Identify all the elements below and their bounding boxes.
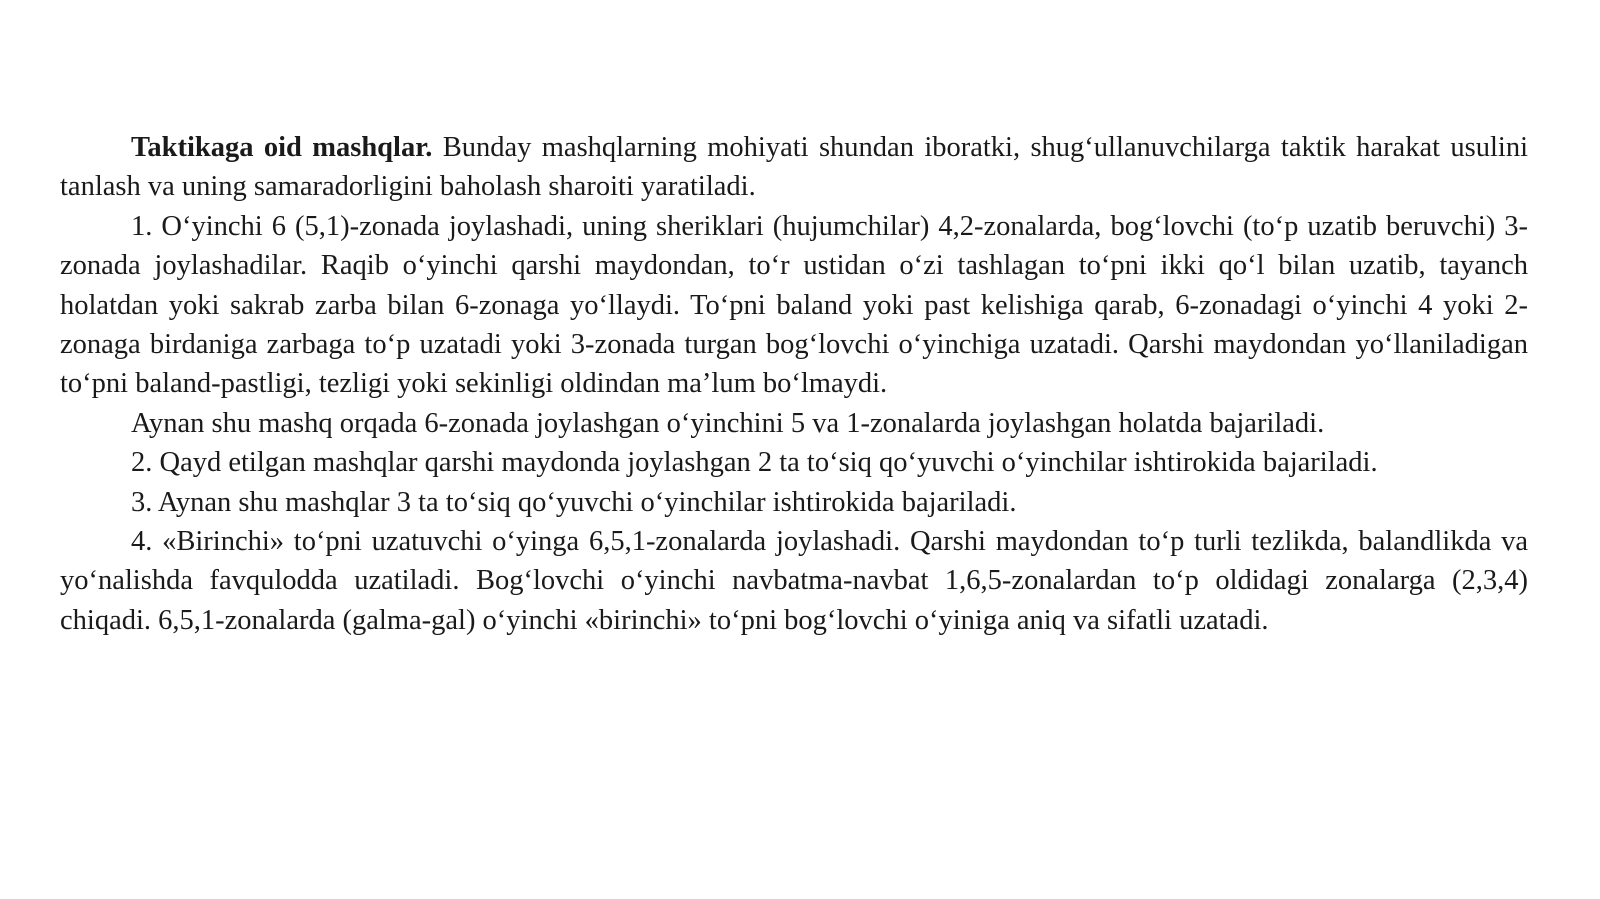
paragraph-exercise-3: 3. Aynan shu mashqlar 3 ta to‘siq qo‘yuvchi o‘yinchilar ishtirokida bajariladi. — [131, 486, 1017, 518]
document-body — [60, 128, 1528, 640]
paragraph-exercise-2: 2. Qayd etilgan mashqlar qarshi maydonda joylashgan 2 ta to‘siq qo‘yuvchi o‘yinchilar ishtirokida bajariladi. — [131, 447, 1378, 479]
paragraph-exercise-1-variant: Aynan shu mashq orqada 6-zonada joylashgan o‘yinchini 5 va 1-zonalarda joylashgan holatda bajariladi. — [131, 407, 1325, 439]
paragraph-intro — [60, 128, 1528, 207]
paragraph-exercise-1: 1. O‘yinchi 6 (5,1)-zonada joylashadi, uning sheriklari (hujumchilar) 4,2-zonalarda, bog‘lovchi (to‘p uzatib beruvchi) 3-zonada joylashadilar. Raqib o‘yinchi qarshi maydondan, to‘r ustidan o‘zi tashlagan to‘pni ikki qo‘l bilan uzatib, tayanch holatdan yoki sakrab zarba bilan 6-zonaga yo‘llaydi. To‘pni baland yoki past kelishiga qarab, 6-zonadagi o‘yinchi 4 yoki 2-zonaga birdaniga zarbaga to‘p uzatadi yoki 3-zonada turgan bog‘lovchi o‘yinchiga uzatadi. Qarshi maydondan yo‘llaniladigan to‘pni baland-pastligi, tezligi yoki sekinligi oldindan ma’lum bo‘lmaydi. — [60, 210, 1528, 400]
paragraph-exercise-4: 4. «Birinchi» to‘pni uzatuvchi o‘yinga 6,5,1-zonalarda joylashadi. Qarshi maydondan to‘p turli tezlikda, balandlikda va yo‘nalishda favqulodda uzatiladi. Bog‘lovchi o‘yinchi navbatma-navbat 1,6,5-zonalardan to‘p oldidagi zonalarga (2,3,4) chiqadi. 6,5,1-zonalarda (galma-gal) o‘yinchi «birinchi» to‘pni bog‘lovchi o‘yiniga aniq va sifatli uzatadi. — [60, 526, 1528, 636]
paragraph-text: Bunday mashqlarning mohiyati shundan iboratki, shug‘ullanuvchilarga taktik harakat usulini tanlash va uning samaradorligini baholash sharoiti yaratiladi. — [60, 132, 1528, 203]
section-heading: Taktikaga oid mashqlar. — [131, 132, 433, 163]
